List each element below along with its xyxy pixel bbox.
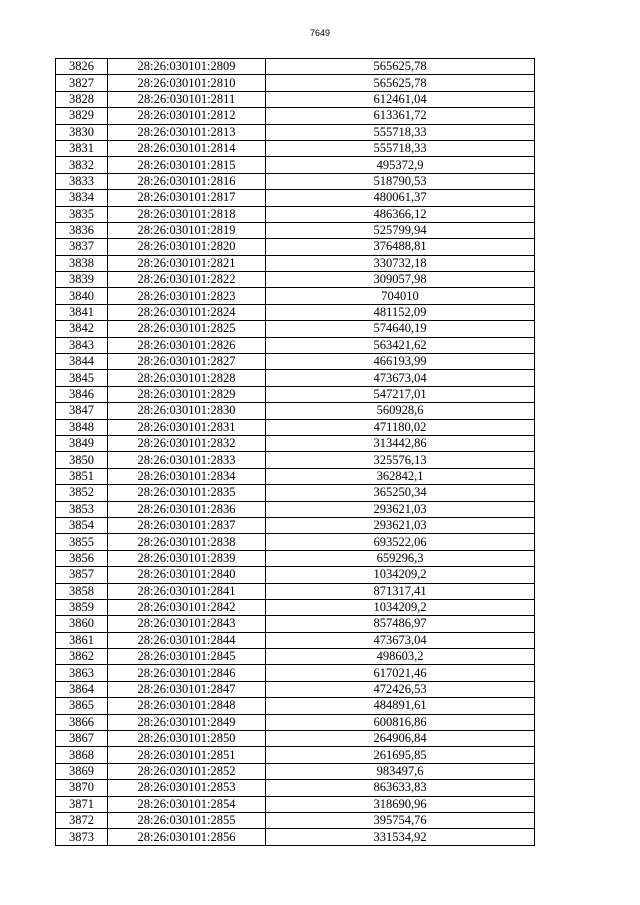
- table-row: [56, 517, 535, 533]
- table-row: [56, 108, 535, 124]
- table-row: [56, 206, 535, 222]
- table-row: [56, 468, 535, 484]
- cadastral-value-cell: 518790,53: [266, 173, 535, 189]
- table-row: [56, 354, 535, 370]
- row-number-cell: 3852: [56, 485, 108, 501]
- cadastral-value-cell: 473673,04: [266, 370, 535, 386]
- cadastral-number-cell: 28:26:030101:2843: [108, 616, 266, 632]
- row-number-cell: 3847: [56, 403, 108, 419]
- cadastral-number-cell: 28:26:030101:2810: [108, 75, 266, 91]
- table-row: [56, 435, 535, 451]
- cadastral-value-cell: 480061,37: [266, 190, 535, 206]
- cadastral-number-cell: 28:26:030101:2846: [108, 665, 266, 681]
- cadastral-number-cell: 28:26:030101:2836: [108, 501, 266, 517]
- cadastral-number-cell: 28:26:030101:2820: [108, 239, 266, 255]
- table-row: [56, 140, 535, 156]
- table-row: [56, 173, 535, 189]
- row-number-cell: 3856: [56, 550, 108, 566]
- cadastral-number-cell: 28:26:030101:2850: [108, 731, 266, 747]
- cadastral-number-cell: 28:26:030101:2816: [108, 173, 266, 189]
- table-row: [56, 583, 535, 599]
- cadastral-value-cell: 617021,46: [266, 665, 535, 681]
- cadastral-value-cell: 472426,53: [266, 681, 535, 697]
- cadastral-number-cell: 28:26:030101:2837: [108, 517, 266, 533]
- cadastral-number-cell: 28:26:030101:2847: [108, 681, 266, 697]
- row-number-cell: 3859: [56, 599, 108, 615]
- row-number-cell: 3843: [56, 337, 108, 353]
- row-number-cell: 3860: [56, 616, 108, 632]
- cadastral-number-cell: 28:26:030101:2833: [108, 452, 266, 468]
- cadastral-number-cell: 28:26:030101:2814: [108, 140, 266, 156]
- cadastral-value-cell: 481152,09: [266, 304, 535, 320]
- cadastral-value-cell: 376488,81: [266, 239, 535, 255]
- table-row: [56, 501, 535, 517]
- table-row: [56, 452, 535, 468]
- cadastral-number-cell: 28:26:030101:2818: [108, 206, 266, 222]
- table-row: [56, 370, 535, 386]
- row-number-cell: 3871: [56, 796, 108, 812]
- table-row: [56, 665, 535, 681]
- cadastral-value-cell: 495372,9: [266, 157, 535, 173]
- cadastral-number-cell: 28:26:030101:2852: [108, 763, 266, 779]
- row-number-cell: 3873: [56, 829, 108, 845]
- table-row: [56, 649, 535, 665]
- cadastral-number-cell: 28:26:030101:2835: [108, 485, 266, 501]
- cadastral-number-cell: 28:26:030101:2815: [108, 157, 266, 173]
- cadastral-number-cell: 28:26:030101:2817: [108, 190, 266, 206]
- cadastral-value-cell: 309057,98: [266, 272, 535, 288]
- table-row: [56, 632, 535, 648]
- table-row: [56, 272, 535, 288]
- table-row: [56, 812, 535, 828]
- cadastral-value-cell: 498603,2: [266, 649, 535, 665]
- cadastral-value-cell: 574640,19: [266, 321, 535, 337]
- table-row: [56, 157, 535, 173]
- cadastral-number-cell: 28:26:030101:2823: [108, 288, 266, 304]
- row-number-cell: 3867: [56, 731, 108, 747]
- table-row: [56, 763, 535, 779]
- table-row: [56, 599, 535, 615]
- cadastral-number-cell: 28:26:030101:2851: [108, 747, 266, 763]
- cadastral-value-cell: 659296,3: [266, 550, 535, 566]
- cadastral-value-cell: 565625,78: [266, 59, 535, 75]
- table-row: [56, 567, 535, 583]
- row-number-cell: 3841: [56, 304, 108, 320]
- cadastral-value-cell: 1034209,2: [266, 567, 535, 583]
- table-row: [56, 534, 535, 550]
- cadastral-number-cell: 28:26:030101:2856: [108, 829, 266, 845]
- cadastral-value-cell: 555718,33: [266, 124, 535, 140]
- cadastral-number-cell: 28:26:030101:2813: [108, 124, 266, 140]
- table-row: [56, 304, 535, 320]
- cadastral-number-cell: 28:26:030101:2849: [108, 714, 266, 730]
- cadastral-value-cell: 983497,6: [266, 763, 535, 779]
- cadastral-value-cell: 471180,02: [266, 419, 535, 435]
- cadastral-number-cell: 28:26:030101:2845: [108, 649, 266, 665]
- cadastral-number-cell: 28:26:030101:2841: [108, 583, 266, 599]
- table-row: [56, 124, 535, 140]
- table-row: [56, 485, 535, 501]
- cadastral-value-cell: 325576,13: [266, 452, 535, 468]
- cadastral-number-cell: 28:26:030101:2822: [108, 272, 266, 288]
- cadastral-number-cell: 28:26:030101:2834: [108, 468, 266, 484]
- row-number-cell: 3862: [56, 649, 108, 665]
- row-number-cell: 3834: [56, 190, 108, 206]
- cadastral-value-cell: 563421,62: [266, 337, 535, 353]
- row-number-cell: 3864: [56, 681, 108, 697]
- table-row: [56, 239, 535, 255]
- row-number-cell: 3869: [56, 763, 108, 779]
- table-row: [56, 190, 535, 206]
- cadastral-value-table: [55, 58, 535, 846]
- page-number: 7649: [309, 28, 331, 38]
- row-number-cell: 3855: [56, 534, 108, 550]
- row-number-cell: 3831: [56, 140, 108, 156]
- cadastral-value-cell: 293621,03: [266, 501, 535, 517]
- cadastral-number-cell: 28:26:030101:2842: [108, 599, 266, 615]
- table-row: [56, 829, 535, 845]
- cadastral-value-cell: 863633,83: [266, 780, 535, 796]
- table-row: [56, 714, 535, 730]
- table-row: [56, 91, 535, 107]
- row-number-cell: 3848: [56, 419, 108, 435]
- cadastral-number-cell: 28:26:030101:2830: [108, 403, 266, 419]
- row-number-cell: 3829: [56, 108, 108, 124]
- cadastral-value-cell: 555718,33: [266, 140, 535, 156]
- cadastral-value-cell: 525799,94: [266, 222, 535, 238]
- table-row: [56, 698, 535, 714]
- cadastral-number-cell: 28:26:030101:2838: [108, 534, 266, 550]
- table-row: [56, 780, 535, 796]
- cadastral-number-cell: 28:26:030101:2828: [108, 370, 266, 386]
- cadastral-number-cell: 28:26:030101:2811: [108, 91, 266, 107]
- cadastral-value-cell: 693522,06: [266, 534, 535, 550]
- row-number-cell: 3857: [56, 567, 108, 583]
- cadastral-value-cell: 264906,84: [266, 731, 535, 747]
- table-row: [56, 550, 535, 566]
- cadastral-number-cell: 28:26:030101:2825: [108, 321, 266, 337]
- cadastral-number-cell: 28:26:030101:2840: [108, 567, 266, 583]
- row-number-cell: 3840: [56, 288, 108, 304]
- row-number-cell: 3844: [56, 354, 108, 370]
- row-number-cell: 3842: [56, 321, 108, 337]
- row-number-cell: 3832: [56, 157, 108, 173]
- cadastral-number-cell: 28:26:030101:2848: [108, 698, 266, 714]
- cadastral-number-cell: 28:26:030101:2844: [108, 632, 266, 648]
- row-number-cell: 3854: [56, 517, 108, 533]
- cadastral-number-cell: 28:26:030101:2827: [108, 354, 266, 370]
- cadastral-value-cell: 261695,85: [266, 747, 535, 763]
- row-number-cell: 3836: [56, 222, 108, 238]
- row-number-cell: 3863: [56, 665, 108, 681]
- cadastral-number-cell: 28:26:030101:2854: [108, 796, 266, 812]
- cadastral-value-cell: 565625,78: [266, 75, 535, 91]
- row-number-cell: 3872: [56, 812, 108, 828]
- cadastral-value-cell: 612461,04: [266, 91, 535, 107]
- row-number-cell: 3838: [56, 255, 108, 271]
- row-number-cell: 3853: [56, 501, 108, 517]
- cadastral-value-cell: 395754,76: [266, 812, 535, 828]
- cadastral-value-cell: 318690,96: [266, 796, 535, 812]
- cadastral-value-cell: 704010: [266, 288, 535, 304]
- table-row: [56, 222, 535, 238]
- cadastral-value-cell: 484891,61: [266, 698, 535, 714]
- cadastral-value-cell: 857486,97: [266, 616, 535, 632]
- row-number-cell: 3845: [56, 370, 108, 386]
- cadastral-value-cell: 362842,1: [266, 468, 535, 484]
- table-row: [56, 419, 535, 435]
- table-body: [56, 59, 535, 846]
- cadastral-number-cell: 28:26:030101:2853: [108, 780, 266, 796]
- cadastral-value-cell: 313442,86: [266, 435, 535, 451]
- row-number-cell: 3835: [56, 206, 108, 222]
- row-number-cell: 3830: [56, 124, 108, 140]
- row-number-cell: 3827: [56, 75, 108, 91]
- cadastral-value-cell: 330732,18: [266, 255, 535, 271]
- row-number-cell: 3833: [56, 173, 108, 189]
- cadastral-value-cell: 293621,03: [266, 517, 535, 533]
- row-number-cell: 3861: [56, 632, 108, 648]
- row-number-cell: 3828: [56, 91, 108, 107]
- cadastral-number-cell: 28:26:030101:2824: [108, 304, 266, 320]
- cadastral-number-cell: 28:26:030101:2809: [108, 59, 266, 75]
- cadastral-value-cell: 365250,34: [266, 485, 535, 501]
- table-row: [56, 681, 535, 697]
- table-row: [56, 321, 535, 337]
- cadastral-number-cell: 28:26:030101:2855: [108, 812, 266, 828]
- cadastral-value-cell: 1034209,2: [266, 599, 535, 615]
- cadastral-number-cell: 28:26:030101:2832: [108, 435, 266, 451]
- cadastral-value-cell: 466193,99: [266, 354, 535, 370]
- table-row: [56, 731, 535, 747]
- row-number-cell: 3839: [56, 272, 108, 288]
- cadastral-number-cell: 28:26:030101:2819: [108, 222, 266, 238]
- cadastral-number-cell: 28:26:030101:2821: [108, 255, 266, 271]
- row-number-cell: 3868: [56, 747, 108, 763]
- cadastral-value-cell: 871317,41: [266, 583, 535, 599]
- row-number-cell: 3870: [56, 780, 108, 796]
- cadastral-number-cell: 28:26:030101:2826: [108, 337, 266, 353]
- table-row: [56, 288, 535, 304]
- row-number-cell: 3826: [56, 59, 108, 75]
- table-row: [56, 75, 535, 91]
- row-number-cell: 3858: [56, 583, 108, 599]
- table-row: [56, 403, 535, 419]
- table-row: [56, 796, 535, 812]
- row-number-cell: 3837: [56, 239, 108, 255]
- cadastral-number-cell: 28:26:030101:2829: [108, 386, 266, 402]
- table-row: [56, 616, 535, 632]
- cadastral-value-cell: 560928,6: [266, 403, 535, 419]
- table-row: [56, 255, 535, 271]
- row-number-cell: 3866: [56, 714, 108, 730]
- cadastral-value-cell: 600816,86: [266, 714, 535, 730]
- row-number-cell: 3850: [56, 452, 108, 468]
- table-row: [56, 337, 535, 353]
- cadastral-value-cell: 613361,72: [266, 108, 535, 124]
- row-number-cell: 3865: [56, 698, 108, 714]
- cadastral-number-cell: 28:26:030101:2839: [108, 550, 266, 566]
- table-row: [56, 386, 535, 402]
- table-row: [56, 747, 535, 763]
- cadastral-value-cell: 473673,04: [266, 632, 535, 648]
- cadastral-number-cell: 28:26:030101:2812: [108, 108, 266, 124]
- cadastral-value-cell: 547217,01: [266, 386, 535, 402]
- row-number-cell: 3849: [56, 435, 108, 451]
- table-row: [56, 59, 535, 75]
- cadastral-value-cell: 486366,12: [266, 206, 535, 222]
- cadastral-value-cell: 331534,92: [266, 829, 535, 845]
- cadastral-number-cell: 28:26:030101:2831: [108, 419, 266, 435]
- row-number-cell: 3846: [56, 386, 108, 402]
- row-number-cell: 3851: [56, 468, 108, 484]
